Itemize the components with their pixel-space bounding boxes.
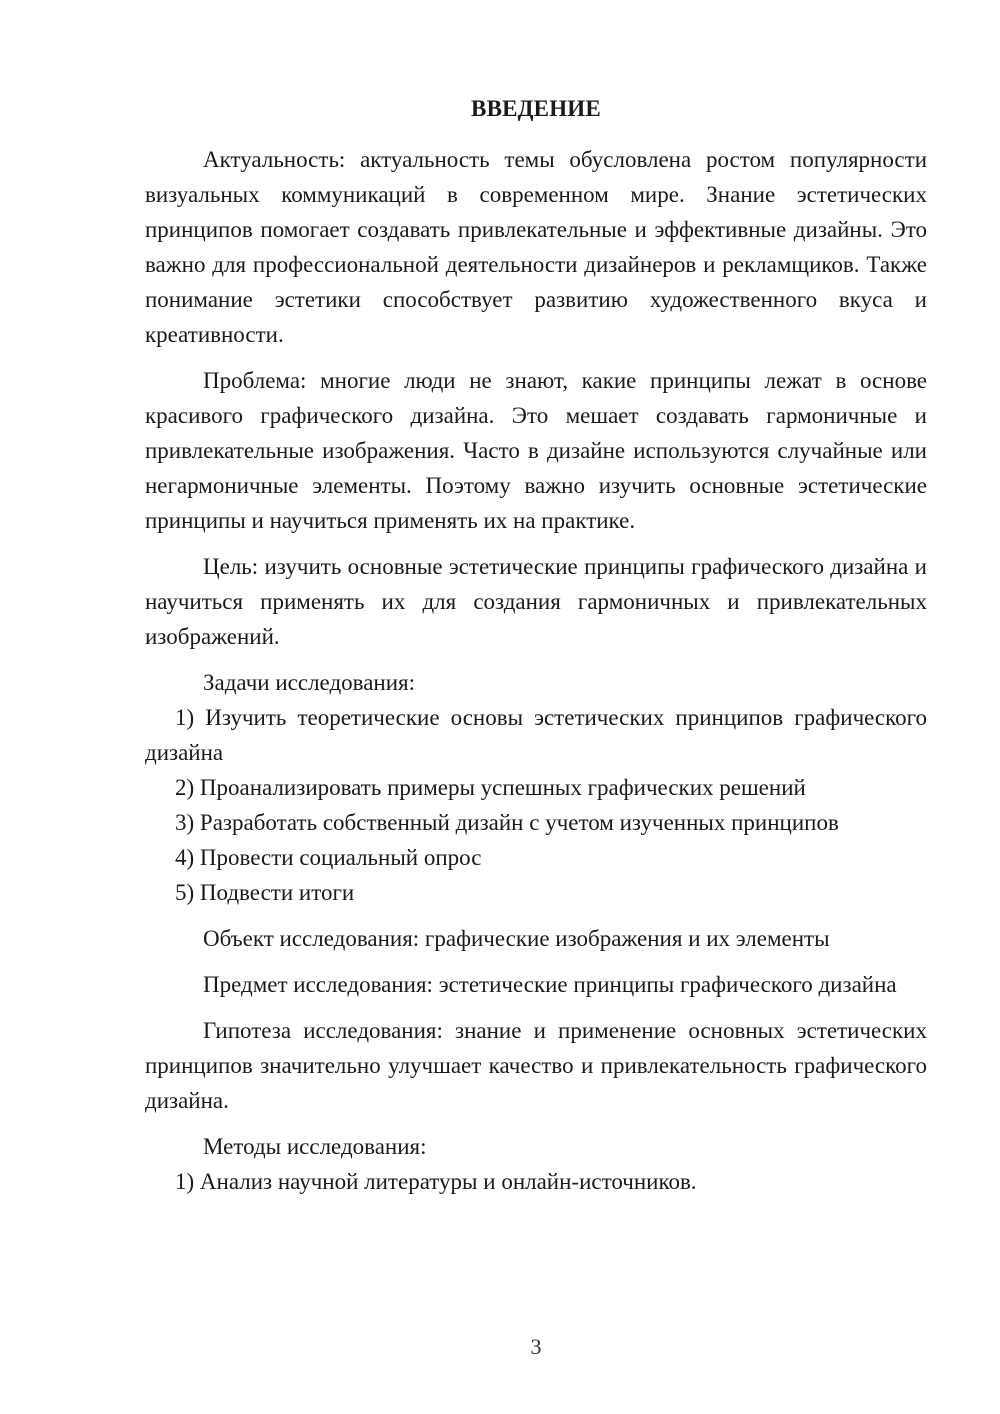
paragraph-hypothesis: Гипотеза исследования: знание и применение основных эстетических принципов значительно улучшает качество и привлекательность графического дизайна.	[145, 1018, 927, 1113]
tasks-heading: Задачи исследования:	[203, 670, 416, 695]
page-title: ВВЕДЕНИЕ	[471, 96, 601, 121]
page-number: 3	[530, 1334, 542, 1359]
task-item: 5) Подвести итоги	[175, 880, 355, 905]
task-item: 4) Провести социальный опрос	[175, 845, 482, 870]
task-item: 2) Проанализировать примеры успешных графических решений	[175, 775, 806, 800]
paragraph-problem: Проблема: многие люди не знают, какие принципы лежат в основе красивого графического дизайна. Это мешает создавать гармоничные и привлекательные изображения. Часто в дизайне используются случайные или негармоничные элементы. Поэтому важно изучить основные эстетические принципы и научиться применять их на практике.	[145, 368, 927, 533]
paragraph-object: Объект исследования: графические изображения и их элементы	[203, 926, 830, 951]
task-item: 3) Разработать собственный дизайн с учетом изученных принципов	[175, 810, 839, 835]
task-item: 1) Изучить теоретические основы эстетических принципов графического дизайна	[145, 705, 927, 765]
paragraph-goal: Цель: изучить основные эстетические принципы графического дизайна и научиться применять их для создания гармоничных и привлекательных изображений.	[145, 554, 927, 649]
paragraph-relevance: Актуальность: актуальность темы обусловлена ростом популярности визуальных коммуникаций в современном мире. Знание эстетических принципов помогает создавать привлекательные и эффективные дизайны. Это важно для профессиональной деятельности дизайнеров и рекламщиков. Также понимание эстетики способствует развитию художественного вкуса и креативности.	[145, 147, 927, 347]
methods-heading: Методы исследования:	[203, 1134, 427, 1159]
method-item: 1) Анализ научной литературы и онлайн-источников.	[175, 1169, 697, 1194]
paragraph-subject: Предмет исследования: эстетические принципы графического дизайна	[203, 972, 897, 997]
document-body	[145, 142, 927, 1199]
